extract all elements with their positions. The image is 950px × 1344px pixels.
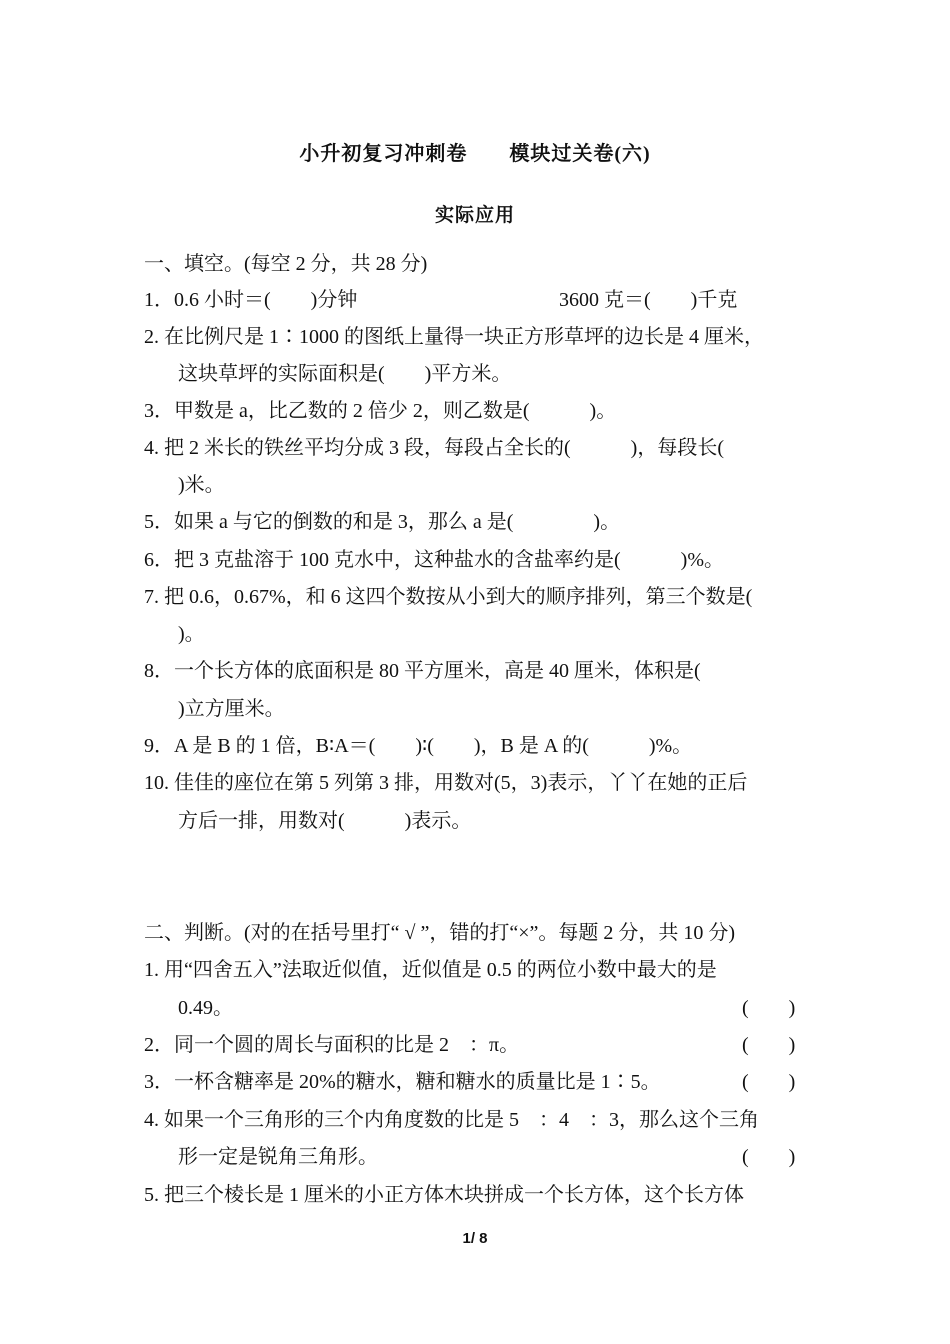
- question-1-2-cont: 这块草坪的实际面积是( )平方米。: [178, 363, 512, 385]
- question-1-4-cont: )米。: [178, 474, 225, 496]
- answer-bracket-3[interactable]: ( ): [742, 1071, 796, 1093]
- question-2-4: 4. 如果一个三角形的三个内角度数的比是 5 ：4 ：3，那么这个三角: [144, 1109, 759, 1131]
- question-1-9: 9．A 是 B 的 1 倍，B∶A＝( )∶( )，B 是 A 的( )%。: [144, 735, 693, 757]
- question-1-1a: 1．0.6 小时＝( )分钟: [144, 289, 358, 311]
- question-2-3: 3．一杯含糖率是 20%的糖水，糖和糖水的质量比是 1∶5。: [144, 1071, 661, 1093]
- question-1-2: 2. 在比例尺是 1∶1000 的图纸上量得一块正方形草坪的边长是 4 厘米，: [144, 326, 764, 348]
- answer-bracket-1[interactable]: ( ): [742, 997, 796, 1019]
- page-title: 小升初复习冲刺卷 模块过关卷(六): [299, 143, 651, 165]
- question-2-5: 5. 把三个棱长是 1 厘米的小正方体木块拼成一个长方体，这个长方体: [144, 1184, 744, 1206]
- question-1-3: 3．甲数是 a，比乙数的 2 倍少 2，则乙数是( )。: [144, 400, 617, 422]
- section1-heading: 一、填空。(每空 2 分，共 28 分): [144, 253, 428, 275]
- question-2-1-cont: 0.49。: [178, 997, 233, 1019]
- page-subtitle: 实际应用: [434, 205, 515, 226]
- answer-bracket-2[interactable]: ( ): [742, 1034, 796, 1056]
- question-2-4-cont: 形一定是锐角三角形。: [178, 1146, 378, 1168]
- question-2-1: 1. 用“四舍五入”法取近似值，近似值是 0.5 的两位小数中最大的是: [144, 959, 717, 981]
- question-1-10: 10. 佳佳的座位在第 5 列第 3 排，用数对(5，3)表示，丫丫在她的正后: [144, 772, 748, 794]
- question-1-7-cont: )。: [178, 623, 205, 645]
- question-1-8: 8．一个长方体的底面积是 80 平方厘米，高是 40 厘米，体积是(: [144, 660, 701, 682]
- question-1-10-cont: 方后一排，用数对( )表示。: [178, 810, 472, 832]
- question-1-8-cont: )立方厘米。: [178, 698, 285, 720]
- section2-heading: 二、判断。(对的在括号里打“ √ ”，错的打“×”。每题 2 分，共 10 分): [144, 922, 736, 944]
- question-1-7: 7. 把 0.6，0.67%，和 6 这四个数按从小到大的顺序排列，第三个数是(: [144, 586, 753, 608]
- question-1-4: 4. 把 2 米长的铁丝平均分成 3 段，每段占全长的( )，每段长(: [144, 437, 724, 459]
- answer-bracket-4[interactable]: ( ): [742, 1146, 796, 1168]
- question-1-1b: 3600 克＝( )千克: [559, 289, 738, 311]
- question-1-5: 5．如果 a 与它的倒数的和是 3，那么 a 是( )。: [144, 511, 621, 533]
- page-number: 1/ 8: [462, 1230, 488, 1247]
- question-2-2: 2．同一个圆的周长与面积的比是 2 ：π。: [144, 1034, 520, 1056]
- question-1-6: 6．把 3 克盐溶于 100 克水中，这种盐水的含盐率约是( )%。: [144, 549, 724, 571]
